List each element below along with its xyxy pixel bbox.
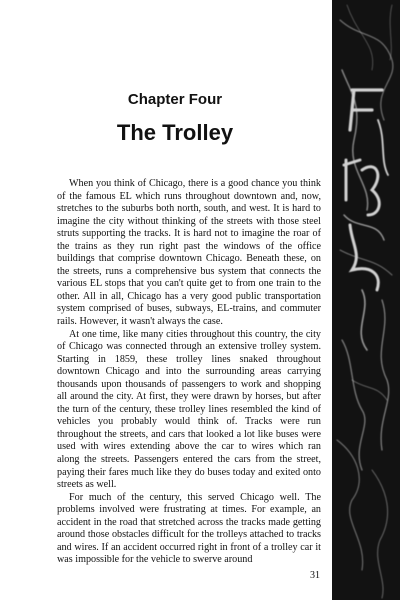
body-text — [57, 178, 321, 567]
paragraph: At one time, like many cities throughout this country, the city of Chicago was connected through an extensive trolley system. Starting in 1859, these trolley lines snaked throughout downtown Chicago and into the surrounding areas carrying thousands upon thousands of passengers to work and shopping all around the city. At first, they were drawn by horses, but after the turn of the century, these trolley lines resembled the kind of vehicles you probably would think of. Tracks were run throughout the streets, and cars that looked a lot like buses were used with wires extending above the car to wires which ran along the streets. Passengers entered the cars from the street, paying their fares much like they do buses today and exited onto streets as well. — [57, 328, 321, 491]
chapter-title: The Trolley — [116, 120, 234, 145]
smoke-lettering-art — [332, 0, 400, 600]
chapter-label: Chapter Four — [127, 91, 223, 108]
paragraph: When you think of Chicago, there is a good chance you think of the famous EL which runs throughout downtown and, now, stretches to the suburbs both north, south, and west. It is hard to imagine the city without thinking of the streets with those steel struts supporting the tracks. It is hard not to imagine the roar of the trains as they run right past the windows of the office buildings that comprise downtown Chicago. Beneath these, on the streets, runs a comprehensive bus system that connects the various EL stops that you can't quite get to from one train to the other. All in all, Chicago has a very good public transportation system comprised of buses, subways, EL-trains, and commuter rails. However, it wasn't always the case. — [57, 178, 321, 328]
page-number: 31 — [310, 570, 320, 581]
decorative-side-band — [332, 0, 400, 600]
paragraph: For much of the century, this served Chicago well. The problems involved were frustrating at times. For example, an accident in the road that stretched across the tracks made getting around those obstacles difficult for the trolleys attached to tracks and wires. If an accident occurred right in front of a trolley car it was impossible for the vehicle to swerve around — [57, 491, 321, 566]
